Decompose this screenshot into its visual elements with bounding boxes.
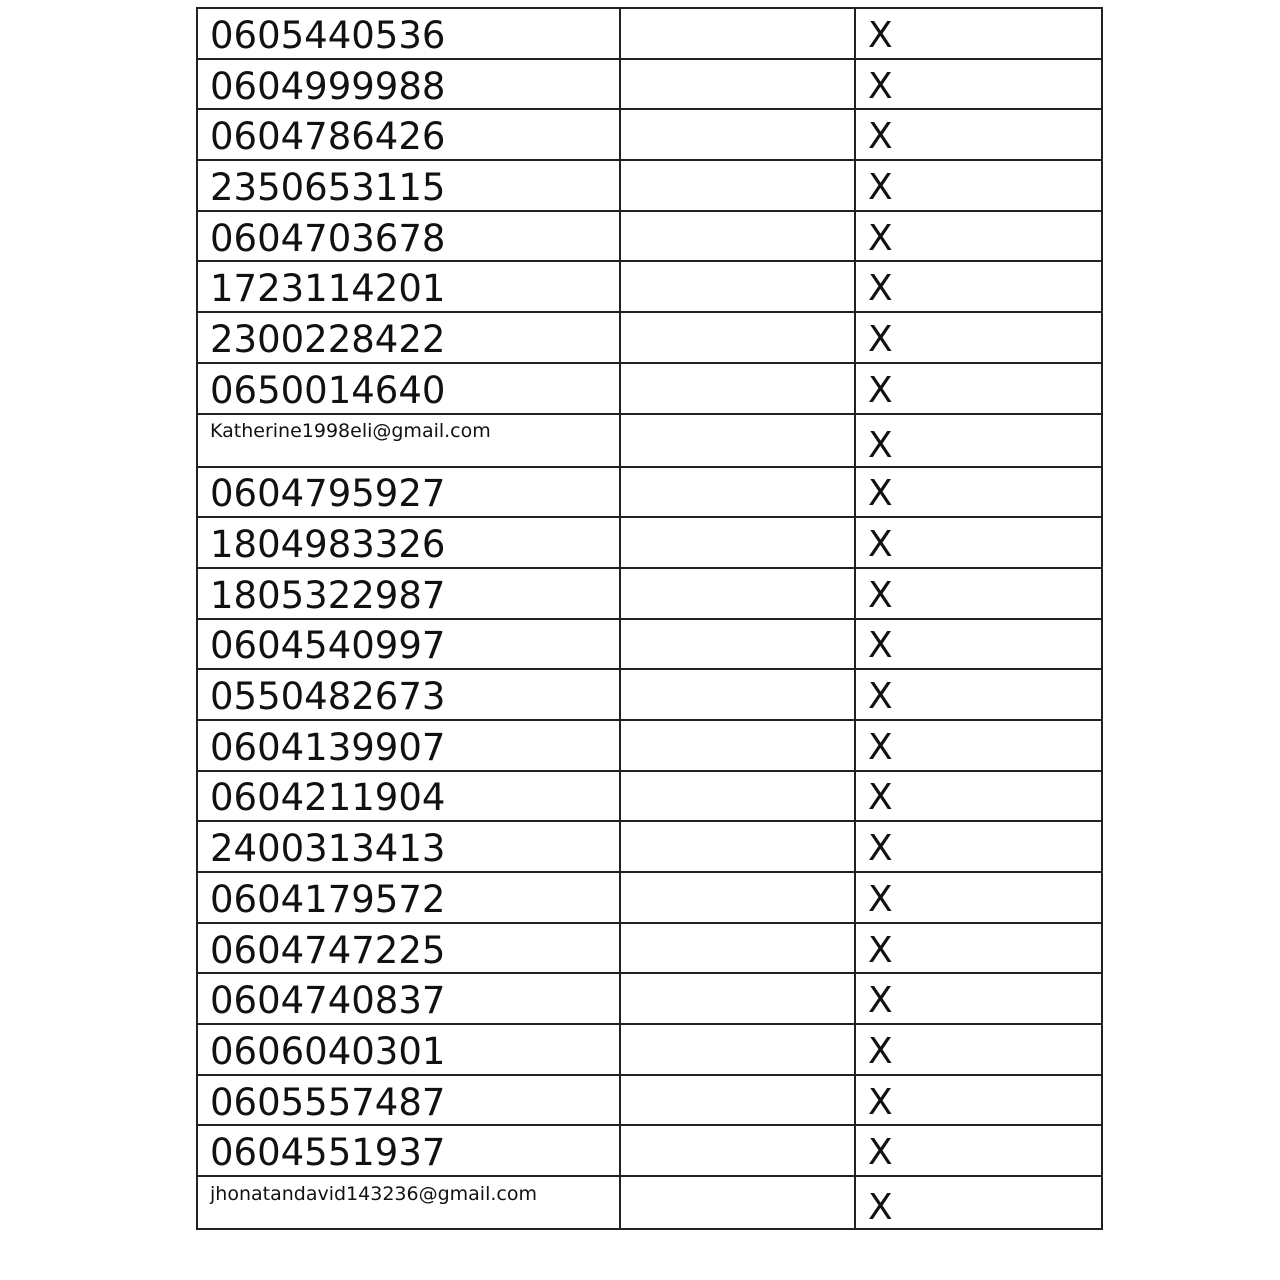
x-mark: X bbox=[868, 166, 893, 208]
table-row bbox=[197, 109, 1102, 160]
x-mark: X bbox=[868, 369, 893, 411]
mark-cell bbox=[855, 821, 1102, 872]
mark-cell bbox=[855, 720, 1102, 771]
x-mark: X bbox=[868, 424, 893, 466]
id-cell bbox=[197, 771, 620, 822]
x-mark: X bbox=[868, 777, 893, 819]
mark-cell bbox=[855, 109, 1102, 160]
mark-cell bbox=[855, 619, 1102, 670]
table-row bbox=[197, 517, 1102, 568]
mark-cell bbox=[855, 261, 1102, 312]
id-cell bbox=[197, 1024, 620, 1075]
x-mark: X bbox=[868, 1081, 893, 1123]
id-number: 1723114201 bbox=[210, 267, 446, 311]
empty-cell bbox=[620, 1075, 855, 1126]
empty-cell bbox=[620, 923, 855, 974]
table-row bbox=[197, 1176, 1102, 1229]
empty-cell bbox=[620, 1125, 855, 1176]
empty-cell bbox=[620, 363, 855, 414]
table-row bbox=[197, 59, 1102, 110]
empty-cell bbox=[620, 619, 855, 670]
id-number: 0604786426 bbox=[210, 115, 446, 159]
mark-cell bbox=[855, 1075, 1102, 1126]
id-cell bbox=[197, 312, 620, 363]
id-number: 0604540997 bbox=[210, 624, 446, 668]
table-row bbox=[197, 261, 1102, 312]
x-mark: X bbox=[868, 217, 893, 259]
x-mark: X bbox=[868, 65, 893, 107]
id-cell bbox=[197, 1075, 620, 1126]
table-row bbox=[197, 363, 1102, 414]
id-number: 0606040301 bbox=[210, 1029, 446, 1073]
table-row bbox=[197, 211, 1102, 262]
table-row bbox=[197, 568, 1102, 619]
table-row bbox=[197, 973, 1102, 1024]
x-mark: X bbox=[868, 14, 893, 56]
empty-cell bbox=[620, 160, 855, 211]
id-number: 2300228422 bbox=[210, 317, 446, 361]
email-text: jhonatandavid143236@gmail.com bbox=[210, 1182, 537, 1205]
id-number: 0650014640 bbox=[210, 368, 446, 412]
id-cell bbox=[197, 8, 620, 59]
id-cell bbox=[197, 467, 620, 518]
id-cell bbox=[197, 211, 620, 262]
id-number: 0604179572 bbox=[210, 877, 446, 921]
x-mark: X bbox=[868, 318, 893, 360]
mark-cell bbox=[855, 211, 1102, 262]
mark-cell bbox=[855, 312, 1102, 363]
x-mark: X bbox=[868, 1187, 893, 1229]
id-cell bbox=[197, 414, 620, 467]
id-cell bbox=[197, 1125, 620, 1176]
empty-cell bbox=[620, 720, 855, 771]
id-cell bbox=[197, 160, 620, 211]
id-number: 0605557487 bbox=[210, 1080, 446, 1124]
id-number: 0604139907 bbox=[210, 725, 446, 769]
empty-cell bbox=[620, 211, 855, 262]
empty-cell bbox=[620, 669, 855, 720]
mark-cell bbox=[855, 363, 1102, 414]
id-cell bbox=[197, 517, 620, 568]
x-mark: X bbox=[868, 929, 893, 971]
x-mark: X bbox=[868, 1030, 893, 1072]
x-mark: X bbox=[868, 980, 893, 1022]
x-mark: X bbox=[868, 116, 893, 158]
empty-cell bbox=[620, 109, 855, 160]
table-row bbox=[197, 821, 1102, 872]
id-cell bbox=[197, 109, 620, 160]
empty-cell bbox=[620, 568, 855, 619]
mark-cell bbox=[855, 973, 1102, 1024]
id-cell bbox=[197, 821, 620, 872]
id-cell bbox=[197, 619, 620, 670]
x-mark: X bbox=[868, 676, 893, 718]
x-mark: X bbox=[868, 268, 893, 310]
mark-cell bbox=[855, 1176, 1102, 1229]
id-number: 2400313413 bbox=[210, 827, 446, 871]
mark-cell bbox=[855, 923, 1102, 974]
id-number: 1805322987 bbox=[210, 573, 446, 617]
id-number: 0604703678 bbox=[210, 216, 446, 260]
id-cell bbox=[197, 59, 620, 110]
table-row bbox=[197, 619, 1102, 670]
x-mark: X bbox=[868, 878, 893, 920]
mark-cell bbox=[855, 669, 1102, 720]
empty-cell bbox=[620, 8, 855, 59]
empty-cell bbox=[620, 1024, 855, 1075]
empty-cell bbox=[620, 872, 855, 923]
id-cell bbox=[197, 973, 620, 1024]
mark-cell bbox=[855, 8, 1102, 59]
id-number: 2350653115 bbox=[210, 165, 446, 209]
empty-cell bbox=[620, 517, 855, 568]
empty-cell bbox=[620, 59, 855, 110]
id-number: 0604999988 bbox=[210, 64, 446, 108]
id-cell bbox=[197, 568, 620, 619]
id-cell bbox=[197, 720, 620, 771]
table-row bbox=[197, 720, 1102, 771]
id-cell bbox=[197, 872, 620, 923]
id-cell bbox=[197, 363, 620, 414]
empty-cell bbox=[620, 312, 855, 363]
mark-cell bbox=[855, 59, 1102, 110]
mark-cell bbox=[855, 771, 1102, 822]
table-row bbox=[197, 467, 1102, 518]
id-cell bbox=[197, 923, 620, 974]
mark-cell bbox=[855, 1125, 1102, 1176]
id-cell bbox=[197, 261, 620, 312]
empty-cell bbox=[620, 467, 855, 518]
id-number: 0604740837 bbox=[210, 979, 446, 1023]
id-number: 0550482673 bbox=[210, 675, 446, 719]
table-row bbox=[197, 1125, 1102, 1176]
empty-cell bbox=[620, 1176, 855, 1229]
id-number: 0605440536 bbox=[210, 13, 446, 57]
empty-cell bbox=[620, 973, 855, 1024]
x-mark: X bbox=[868, 625, 893, 667]
id-number: 0604795927 bbox=[210, 472, 446, 516]
x-mark: X bbox=[868, 524, 893, 566]
table-row bbox=[197, 1075, 1102, 1126]
id-number: 0604211904 bbox=[210, 776, 446, 820]
table-row bbox=[197, 414, 1102, 467]
mark-cell bbox=[855, 414, 1102, 467]
empty-cell bbox=[620, 771, 855, 822]
records-table bbox=[196, 7, 1103, 1230]
mark-cell bbox=[855, 160, 1102, 211]
id-number: 0604747225 bbox=[210, 928, 446, 972]
mark-cell bbox=[855, 1024, 1102, 1075]
table-row bbox=[197, 669, 1102, 720]
table-body bbox=[197, 8, 1102, 1229]
x-mark: X bbox=[868, 726, 893, 768]
id-cell bbox=[197, 669, 620, 720]
mark-cell bbox=[855, 568, 1102, 619]
x-mark: X bbox=[868, 1132, 893, 1174]
x-mark: X bbox=[868, 574, 893, 616]
table-row bbox=[197, 923, 1102, 974]
table-row bbox=[197, 1024, 1102, 1075]
empty-cell bbox=[620, 261, 855, 312]
mark-cell bbox=[855, 517, 1102, 568]
empty-cell bbox=[620, 414, 855, 467]
email-text: Katherine1998eli@gmail.com bbox=[210, 420, 491, 442]
id-number: 0604551937 bbox=[210, 1131, 446, 1175]
mark-cell bbox=[855, 467, 1102, 518]
x-mark: X bbox=[868, 473, 893, 515]
id-cell bbox=[197, 1176, 620, 1229]
empty-cell bbox=[620, 821, 855, 872]
table-row bbox=[197, 8, 1102, 59]
table-row bbox=[197, 312, 1102, 363]
x-mark: X bbox=[868, 828, 893, 870]
id-number: 1804983326 bbox=[210, 523, 446, 567]
table-row bbox=[197, 872, 1102, 923]
mark-cell bbox=[855, 872, 1102, 923]
table-row bbox=[197, 771, 1102, 822]
table-row bbox=[197, 160, 1102, 211]
